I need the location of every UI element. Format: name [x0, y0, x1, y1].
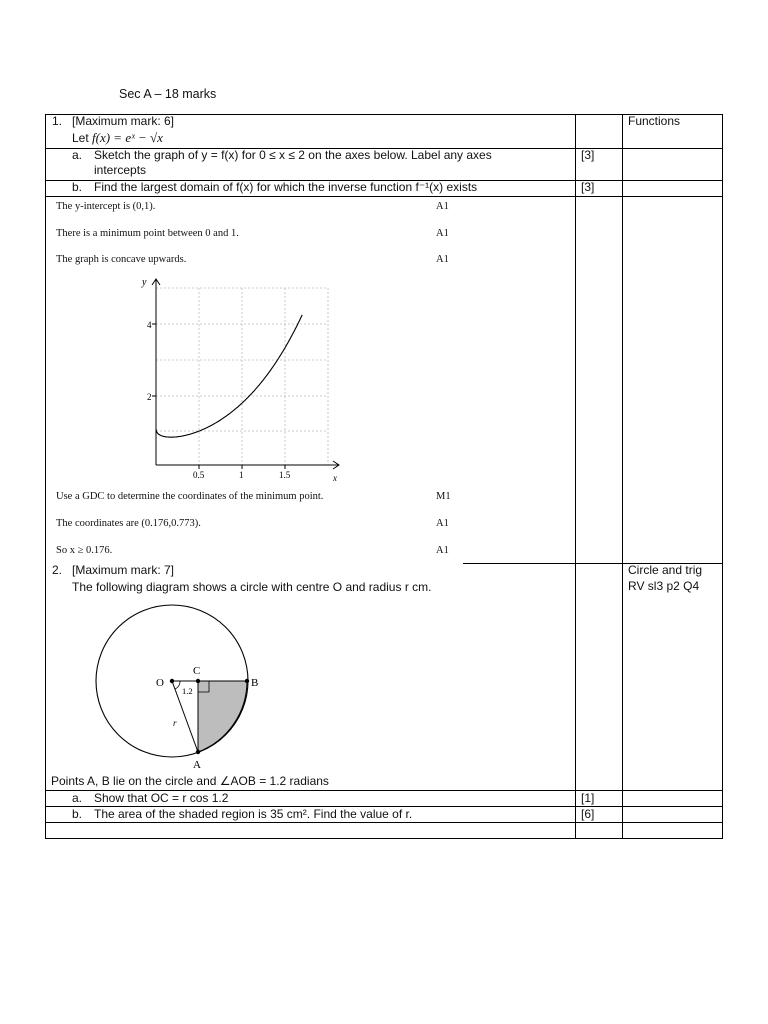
- q1-solution-mark-4: M1: [436, 491, 451, 502]
- graph-grid: [156, 288, 328, 465]
- q1-max-mark: [Maximum mark: 6]: [72, 114, 175, 128]
- q2-topic-ref: RV sl3 p2 Q4: [628, 579, 700, 593]
- x-axis-label: x: [333, 473, 337, 483]
- label-B: B: [251, 677, 259, 689]
- q1-solution-line-5: The coordinates are (0.176,0.773).: [56, 518, 201, 529]
- q2-circle-diagram: [88, 600, 268, 770]
- label-C: C: [193, 665, 201, 677]
- x-tick-label-0.5: 0.5: [193, 470, 205, 480]
- section-title: Sec A – 18 marks: [119, 87, 217, 101]
- q2b-marks: [6]: [581, 807, 595, 821]
- q1-solution-mark-1: A1: [436, 201, 449, 212]
- q1-solution-line-6: So x ≥ 0.176.: [56, 545, 113, 556]
- q1-solution-mark-5: A1: [436, 518, 449, 529]
- y-axis-label: y: [142, 277, 147, 288]
- q2b-label: b.: [72, 807, 83, 821]
- q2a-marks: [1]: [581, 791, 595, 805]
- q1a-text: Sketch the graph of y = f(x) for 0 ≤ x ≤ 2 on the axes below. Label any axes: [94, 148, 492, 162]
- radius-label: r: [173, 718, 177, 728]
- q1-solution-line-2: There is a minimum point between 0 and 1.: [56, 228, 239, 239]
- q1-solution-line-3: The graph is concave upwards.: [56, 254, 187, 265]
- q1-solution-line-4: Use a GDC to determine the coordinates of the minimum point.: [56, 491, 324, 502]
- x-tick-label-1.5: 1.5: [279, 470, 291, 480]
- q2a-label: a.: [72, 791, 83, 805]
- q1-topic: Functions: [628, 114, 681, 128]
- q2-number: 2.: [52, 563, 63, 577]
- q1b-marks: [3]: [581, 180, 595, 194]
- q1-solution-mark-6: A1: [436, 545, 449, 556]
- label-O: O: [156, 677, 164, 689]
- q1-function-math: f(x) = eˣ − √x: [92, 130, 163, 145]
- angle-arc-icon: [175, 681, 180, 689]
- q1b-label: b.: [72, 180, 83, 194]
- q2b-text: The area of the shaded region is 35 cm². Find the value of r.: [94, 807, 413, 821]
- q1a-text-line2: intercepts: [94, 163, 147, 177]
- x-tick-label-1: 1: [239, 470, 244, 480]
- q2-max-mark: [Maximum mark: 7]: [72, 563, 175, 577]
- q2-stem: The following diagram shows a circle with centre O and radius r cm.: [72, 580, 432, 594]
- q1b-text: Find the largest domain of f(x) for which the inverse function f⁻¹(x) exists: [94, 180, 478, 194]
- q1a-label: a.: [72, 148, 83, 162]
- q1-graph: [140, 272, 350, 484]
- q2-topic: Circle and trig: [628, 563, 703, 577]
- q1-solution-mark-3: A1: [436, 254, 449, 265]
- y-tick-label-2: 2: [147, 392, 152, 402]
- q1-solution-line-1: The y-intercept is (0,1).: [56, 201, 156, 212]
- angle-label: 1.2: [182, 686, 193, 696]
- q1a-marks: [3]: [581, 148, 595, 162]
- y-tick-label-4: 4: [147, 320, 152, 330]
- q1-number: 1.: [52, 114, 63, 128]
- q2a-text: Show that OC = r cos 1.2: [94, 791, 229, 805]
- label-A: A: [193, 759, 201, 770]
- q1-solution-mark-2: A1: [436, 228, 449, 239]
- q1-stem: Let f(x) = eˣ − √x: [72, 130, 163, 145]
- q2-points-text: Points A, B lie on the circle and ∠AOB = 1.2 radians: [51, 774, 329, 788]
- function-curve: [156, 315, 302, 437]
